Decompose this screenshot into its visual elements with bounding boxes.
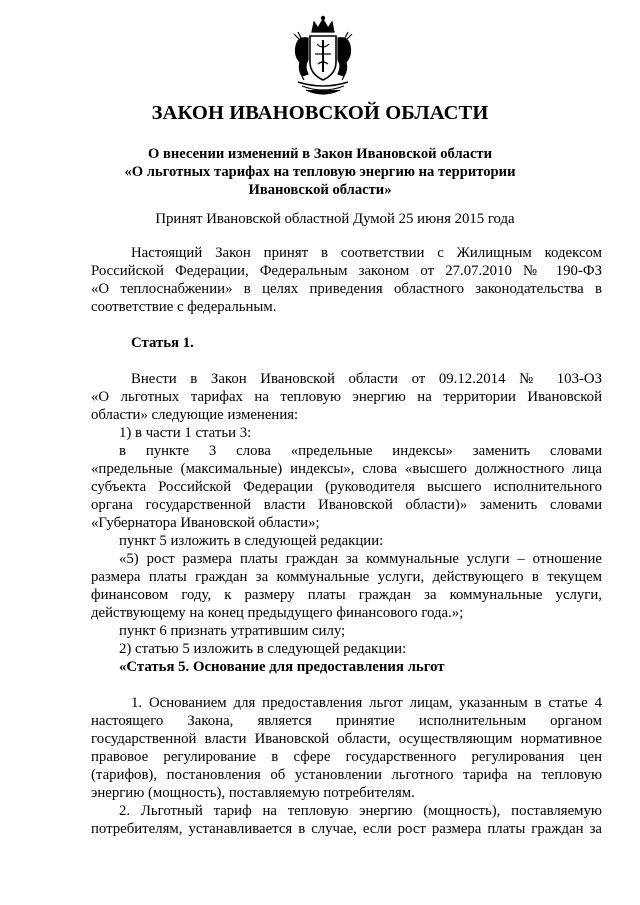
article-1-line: «О льготных тарифах на тепловую энергию на территории Ивановской (91, 389, 602, 405)
subtitle-line: Ивановской области» (248, 182, 392, 198)
coat-of-arms-emblem (290, 14, 356, 98)
article-1-line: органа государственной власти Ивановской области)» заменить словами (91, 497, 602, 513)
article-5-line: потребителям, устанавливается в случае, если рост размера платы граждан за (91, 821, 602, 837)
article-1-line: «Губернатора Ивановской области»; (91, 515, 320, 531)
article-5-line: государственной власти Ивановской области, осуществляющим нормативное (91, 731, 602, 747)
article-5-line: 2. Льготный тариф на тепловую энергию (мощность), поставляемую (119, 803, 602, 819)
law-subtitle (90, 145, 550, 199)
article-1-line: Внести в Закон Ивановской области от 09.12.2014 № 103-ОЗ (131, 371, 602, 387)
article-1-line: размера платы граждан за коммунальные услуги, действующего в текущем (91, 569, 602, 585)
article-5-line: настоящего Закона, является принятие исполнительным органом (91, 713, 602, 729)
article-1-line: «5) рост размера платы граждан за коммунальные услуги – отношение (119, 551, 602, 567)
subtitle-line: «О льготных тарифах на тепловую энергию на территории (124, 164, 516, 180)
article-1-line: финансовом году, к размеру платы граждан за коммунальные услуги, (91, 587, 602, 603)
article-1-line: 2) статью 5 изложить в следующей редакции: (119, 641, 407, 657)
article-5-line: энергию (мощность), поставляемую потребителям. (91, 785, 415, 801)
article-5-line: правовое регулирование в сфере государственного регулирования цен (91, 749, 602, 765)
article-1-heading: Статья 1. (131, 335, 194, 351)
article-1-line: области» следующие изменения: (91, 407, 299, 423)
article-5-heading: «Статья 5. Основание для предоставления льгот (119, 659, 445, 675)
article-1-line: «предельные (максимальные) индексы», слова «высшего должностного лица (91, 461, 602, 477)
subtitle-line: О внесении изменений в Закон Ивановской области (147, 146, 493, 162)
preamble-line: Настоящий Закон принят в соответствии с Жилищным кодексом (131, 245, 602, 261)
preamble-line: Российской Федерации, Федеральным законом от 27.07.2010 № 190-ФЗ (91, 263, 602, 279)
preamble-line: соответствие с федеральным. (91, 299, 277, 315)
article-1-line: в пункте 3 слова «предельные индексы» заменить словами (119, 443, 602, 459)
law-title: ЗАКОН ИВАНОВСКОЙ ОБЛАСТИ (151, 102, 489, 124)
article-5-line: (тарифов), постановления об установлении льготного тарифа на тепловую (91, 767, 602, 783)
article-1-line: пункт 6 признать утратившим силу; (119, 623, 346, 639)
article-1-line: субъекта Российской Федерации (руководителя высшего исполнительного (91, 479, 602, 495)
adoption-note: Принят Ивановской областной Думой 25 июня 2015 года (155, 211, 515, 227)
article-1-line: действующему на конец предыдущего финансового года.»; (91, 605, 464, 621)
preamble-line: «О теплоснабжении» в целях приведения областного законодательства в (91, 281, 602, 297)
article-5-line: 1. Основанием для предоставления льгот лицам, указанным в статье 4 (131, 695, 602, 711)
article-1-line: пункт 5 изложить в следующей редакции: (119, 533, 384, 549)
article-1-line: 1) в части 1 статьи 3: (119, 425, 252, 441)
